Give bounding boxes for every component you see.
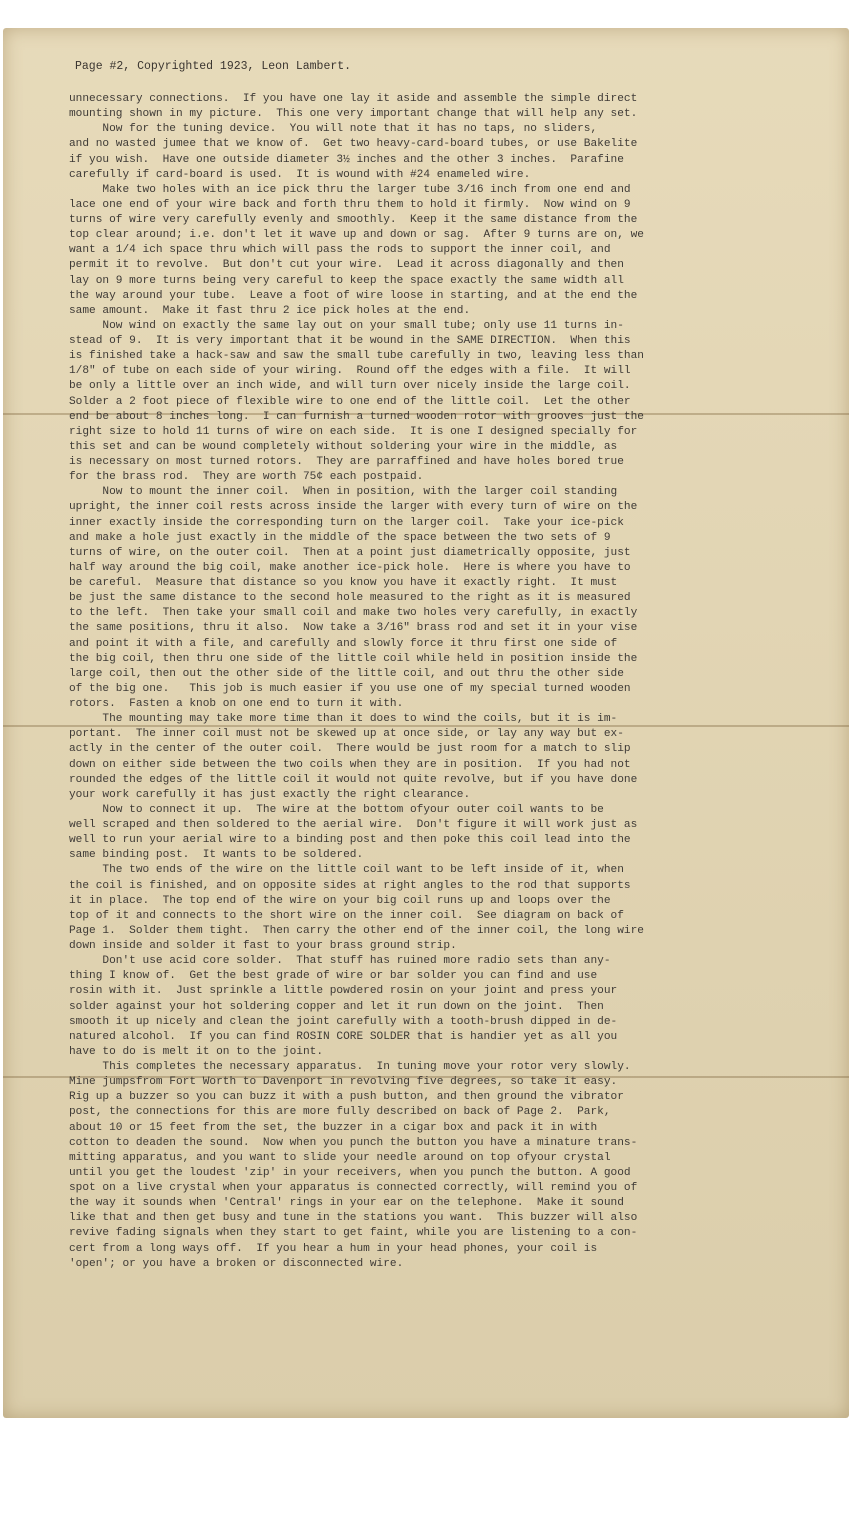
text-line: 1/8" of tube on each side of your wiring. Round off the edges with a file. It will: [69, 365, 631, 378]
text-line: about 10 or 15 feet from the set, the buzzer in a cigar box and pack it in with: [69, 1121, 598, 1134]
text-line: same amount. Make it fast thru 2 ice pick holes at the end.: [69, 304, 471, 317]
text-line: of the big one. This job is much easier if you use one of my special turned wooden: [69, 682, 631, 695]
text-line: Page 1. Solder them tight. Then carry the other end of the inner coil, the long wire: [69, 924, 644, 937]
text-line: lace one end of your wire back and forth thru them to hold it firmly. Now wind on 9: [69, 198, 631, 211]
text-line: 'open'; or you have a broken or disconnected wire.: [69, 1257, 404, 1270]
text-line: the way around your tube. Leave a foot of wire loose in starting, and at the end the: [69, 289, 638, 302]
text-line: lay on 9 more turns being very careful to keep the space exactly the same width all: [69, 274, 624, 287]
text-line: be careful. Measure that distance so you know you have it exactly right. It must: [69, 577, 618, 589]
text-line: Now for the tuning device. You will note that it has no taps, no sliders,: [69, 123, 598, 136]
text-line: your work carefully it has just exactly the right clearance.: [69, 788, 471, 801]
text-line: rotors. Fasten a knob on one end to turn it with.: [69, 698, 404, 710]
text-line: This completes the necessary apparatus. In tuning move your rotor very slowly.: [69, 1061, 631, 1073]
text-line: top of it and connects to the short wire on the inner coil. See diagram on back of: [69, 909, 624, 922]
text-line: the big coil, then thru one side of the little coil while held in position inside the: [69, 652, 638, 665]
text-line: portant. The inner coil must not be skewed up at once side, or lay any way but ex-: [69, 728, 624, 741]
document-page: [3, 28, 849, 1418]
text-line: is finished take a hack-saw and saw the small tube carefully in two, leaving less than: [69, 350, 644, 363]
text-line: is necessary on most turned rotors. They are parraffined and have holes bored true: [69, 456, 624, 468]
text-line: for the brass rod. They are worth 75¢ each postpaid.: [69, 471, 424, 484]
text-line: thing I know of. Get the best grade of wire or bar solder you can find and use: [69, 970, 598, 983]
text-line: carefully if card-board is used. It is wound with #24 enameled wire.: [69, 168, 531, 181]
text-line: spot on a live crystal when your apparatus is connected correctly, will remind you of: [69, 1182, 638, 1194]
text-line: natured alcohol. If you can find ROSIN CORE SOLDER that is handier yet as all you: [69, 1030, 618, 1043]
text-line: and make a hole just exactly in the middle of the space between the two sets of 9: [69, 531, 611, 544]
text-line: Don't use acid core solder. That stuff has ruined more radio sets than any-: [69, 955, 611, 968]
text-line: turns of wire very carefully evenly and smoothly. Keep it the same distance from the: [69, 214, 638, 226]
text-line: down inside and solder it fast to your brass ground strip.: [69, 940, 457, 952]
text-line: down on either side between the two coils when they are in position. If you had not: [69, 758, 631, 771]
text-line: if you wish. Have one outside diameter 3½ inches and the other 3 inches. Parafine: [69, 153, 624, 166]
text-line: have to do is melt it on to the joint.: [69, 1045, 324, 1058]
page-header: Page #2, Copyrighted 1923, Leon Lambert.: [75, 60, 352, 73]
text-line: actly in the center of the outer coil. There would be just room for a match to slip: [69, 743, 631, 756]
text-line: end be about 8 inches long. I can furnish a turned wooden rotor with grooves just the: [69, 410, 644, 423]
text-line: to the left. Then take your small coil and make two holes very carefully, in exactly: [69, 607, 638, 620]
text-line: rounded the edges of the little coil it would not quite revolve, but if you have done: [69, 773, 638, 786]
text-line: Now wind on exactly the same lay out on your small tube; only use 11 turns in-: [69, 319, 624, 332]
text-line: inner exactly inside the corresponding turn on the larger coil. Take your ice-pick: [69, 516, 624, 529]
text-line: mitting apparatus, and you want to slide your needle around on top ofyour crystal: [69, 1151, 611, 1164]
text-line: until you get the loudest 'zip' in your receivers, when you punch the button. A good: [69, 1166, 631, 1179]
text-line: Rig up a buzzer so you can buzz it with a push button, and then ground the vibrator: [69, 1091, 624, 1104]
text-line: Now to mount the inner coil. When in position, with the larger coil standing: [69, 486, 618, 499]
text-line: same binding post. It wants to be soldered.: [69, 849, 364, 862]
text-line: cert from a long ways off. If you hear a hum in your head phones, your coil is: [69, 1242, 598, 1255]
text-line: rosin with it. Just sprinkle a little powdered rosin on your joint and press your: [69, 985, 618, 998]
text-line: it in place. The top end of the wire on your big coil runs up and loops over the: [69, 894, 611, 907]
text-line: top clear around; i.e. don't let it wave up and down or sag. After 9 turns are on, we: [69, 229, 644, 242]
text-line: be just the same distance to the second hole measured to the right as it is measured: [69, 592, 631, 605]
text-line: revive fading signals when they start to get faint, while you are listening to a con-: [69, 1227, 638, 1240]
text-line: stead of 9. It is very important that it be wound in the SAME DIRECTION. When this: [69, 335, 631, 347]
text-line: the coil is finished, and on opposite sides at right angles to the rod that supports: [69, 879, 631, 892]
text-line: cotton to deaden the sound. Now when you punch the button you have a minature trans-: [69, 1136, 638, 1149]
text-line: solder against your hot soldering copper and let it run down on the joint. Then: [69, 1000, 604, 1013]
text-line: upright, the inner coil rests across inside the larger with every turn of wire on the: [69, 501, 638, 514]
text-line: and no wasted jumee that we know of. Get two heavy-card-board tubes, or use Bakelite: [69, 138, 638, 151]
text-line: well to run your aerial wire to a binding post and then poke this coil lead into the: [69, 834, 631, 847]
text-line: large coil, then out the other side of the little coil, and out thru the other side: [69, 667, 624, 680]
text-line: Mine jumpsfrom Fort Worth to Davenport in revolving five degrees, so take it easy.: [69, 1076, 618, 1089]
text-line: smooth it up nicely and clean the joint carefully with a tooth-brush dipped in de-: [69, 1015, 618, 1028]
text-line: Solder a 2 foot piece of flexible wire to one end of the little coil. Let the other: [69, 395, 631, 408]
text-line: unnecessary connections. If you have one lay it aside and assemble the simple direct: [69, 93, 638, 105]
text-line: and point it with a file, and carefully and slowly force it thru first one side of: [69, 637, 618, 650]
text-line: the same positions, thru it also. Now take a 3/16" brass rod and set it in your vise: [69, 622, 638, 635]
text-line: post, the connections for this are more fully described on back of Page 2. Park,: [69, 1106, 611, 1119]
text-line: right size to hold 11 turns of wire on each side. It is one I designed specially for: [69, 425, 638, 438]
text-line: Make two holes with an ice pick thru the larger tube 3/16 inch from one end and: [69, 183, 631, 196]
text-line: well scraped and then soldered to the aerial wire. Don't figure it will work just as: [69, 819, 638, 831]
document-body: [69, 92, 809, 1272]
text-line: the way it sounds when 'Central' rings in your ear on the telephone. Make it sound: [69, 1197, 624, 1210]
text-line: Now to connect it up. The wire at the bottom ofyour outer coil wants to be: [69, 803, 604, 816]
text-line: half way around the big coil, make another ice-pick hole. Here is where you have to: [69, 561, 631, 574]
text-line: mounting shown in my picture. This one very important change that will help any set.: [69, 108, 638, 121]
text-line: like that and then get busy and tune in the stations you want. This buzzer will also: [69, 1212, 638, 1225]
text-line: The mounting may take more time than it does to wind the coils, but it is im-: [69, 713, 618, 726]
text-line: The two ends of the wire on the little coil want to be left inside of it, when: [69, 864, 624, 877]
text-line: permit it to revolve. But don't cut your wire. Lead it across diagonally and then: [69, 259, 624, 272]
text-line: this set and can be wound completely without soldering your wire in the middle, as: [69, 440, 618, 453]
text-line: turns of wire, on the outer coil. Then at a point just diametrically opposite, just: [69, 546, 631, 559]
text-line: be only a little over an inch wide, and will turn over nicely inside the large coil.: [69, 380, 631, 393]
text-line: want a 1/4 ich space thru which will pass the rods to support the inner coil, and: [69, 244, 611, 257]
